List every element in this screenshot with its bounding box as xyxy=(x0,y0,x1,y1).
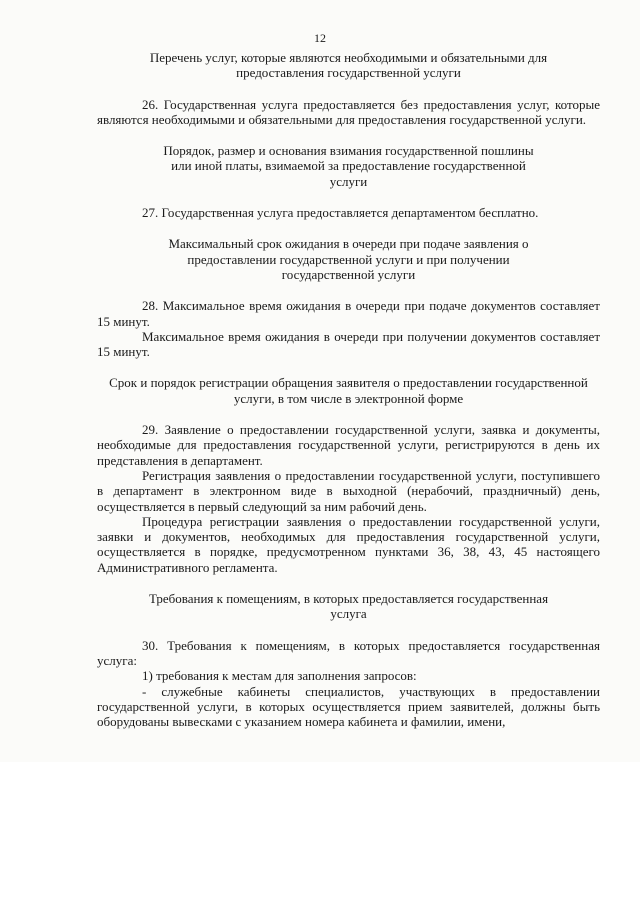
paragraph-27: 27. Государственная услуга предоставляется департаментом бесплатно. xyxy=(142,205,539,221)
section-heading-premises: Требования к помещениям, в которых предоставляется государственная услуга xyxy=(148,591,549,622)
paragraph-29-electronic: Регистрация заявления о предоставлении государственной услуги, поступившего в департамент в электронном виде в выходной (нерабочий, праздничный) день, осуществляется в первый следующий за ним рабочий день. xyxy=(97,467,600,514)
section-heading-registration: Срок и порядок регистрации обращения заявителя о предоставлении государственной услуги, в том числе в электронной форме xyxy=(109,375,588,406)
paragraph-26: 26. Государственная услуга предоставляется без предоставления услуг, которые являются необходимыми и обязательными для предоставления государственной услуги. xyxy=(97,96,600,127)
section-heading-queue-time: Максимальный срок ожидания в очереди при подаче заявления о предоставлении государственной услуги и при получении государственной услуги xyxy=(168,236,529,282)
page-content xyxy=(97,48,600,729)
paragraph-29-registration: 29. Заявление о предоставлении государственной услуги, заявка и документы, необходимые для предоставления государственной услуги, регистрируются в день их представления в департамент. xyxy=(97,422,600,468)
paragraph-30-offices: - служебные кабинеты специалистов, участвующих в предоставлении государственной услуги, в которых осуществляется прием заявителей, должны быть оборудованы вывесками с указанием номера кабинета и фамилии, имени, xyxy=(97,683,600,730)
section-heading-services-list: Перечень услуг, которые являются необходимыми и обязательными для предоставления государственной услуги xyxy=(149,50,548,81)
paragraph-29-procedure: Процедура регистрации заявления о предоставлении государственной услуги, заявки и документов, необходимых для предоставления государственной услуги, осуществляется в порядке, предусмотренном пунктами 36, 38, 43, 45 настоящего Административного регламента. xyxy=(97,513,600,575)
paragraph-28-submit: 28. Максимальное время ожидания в очереди при подаче документов составляет 15 минут. xyxy=(97,298,600,329)
paragraph-30-item-1: 1) требования к местам для заполнения запросов: xyxy=(142,668,417,684)
page-number: 12 xyxy=(314,31,326,45)
section-heading-fees: Порядок, размер и основания взимания государственной пошлины или иной платы, взимаемой за предоставление государственной услуги xyxy=(163,143,534,189)
paragraph-28-receive: Максимальное время ожидания в очереди при получении документов составляет 15 минут. xyxy=(97,328,600,360)
paragraph-30-requirements: 30. Требования к помещениям, в которых предоставляется государственная услуга: xyxy=(97,637,600,668)
